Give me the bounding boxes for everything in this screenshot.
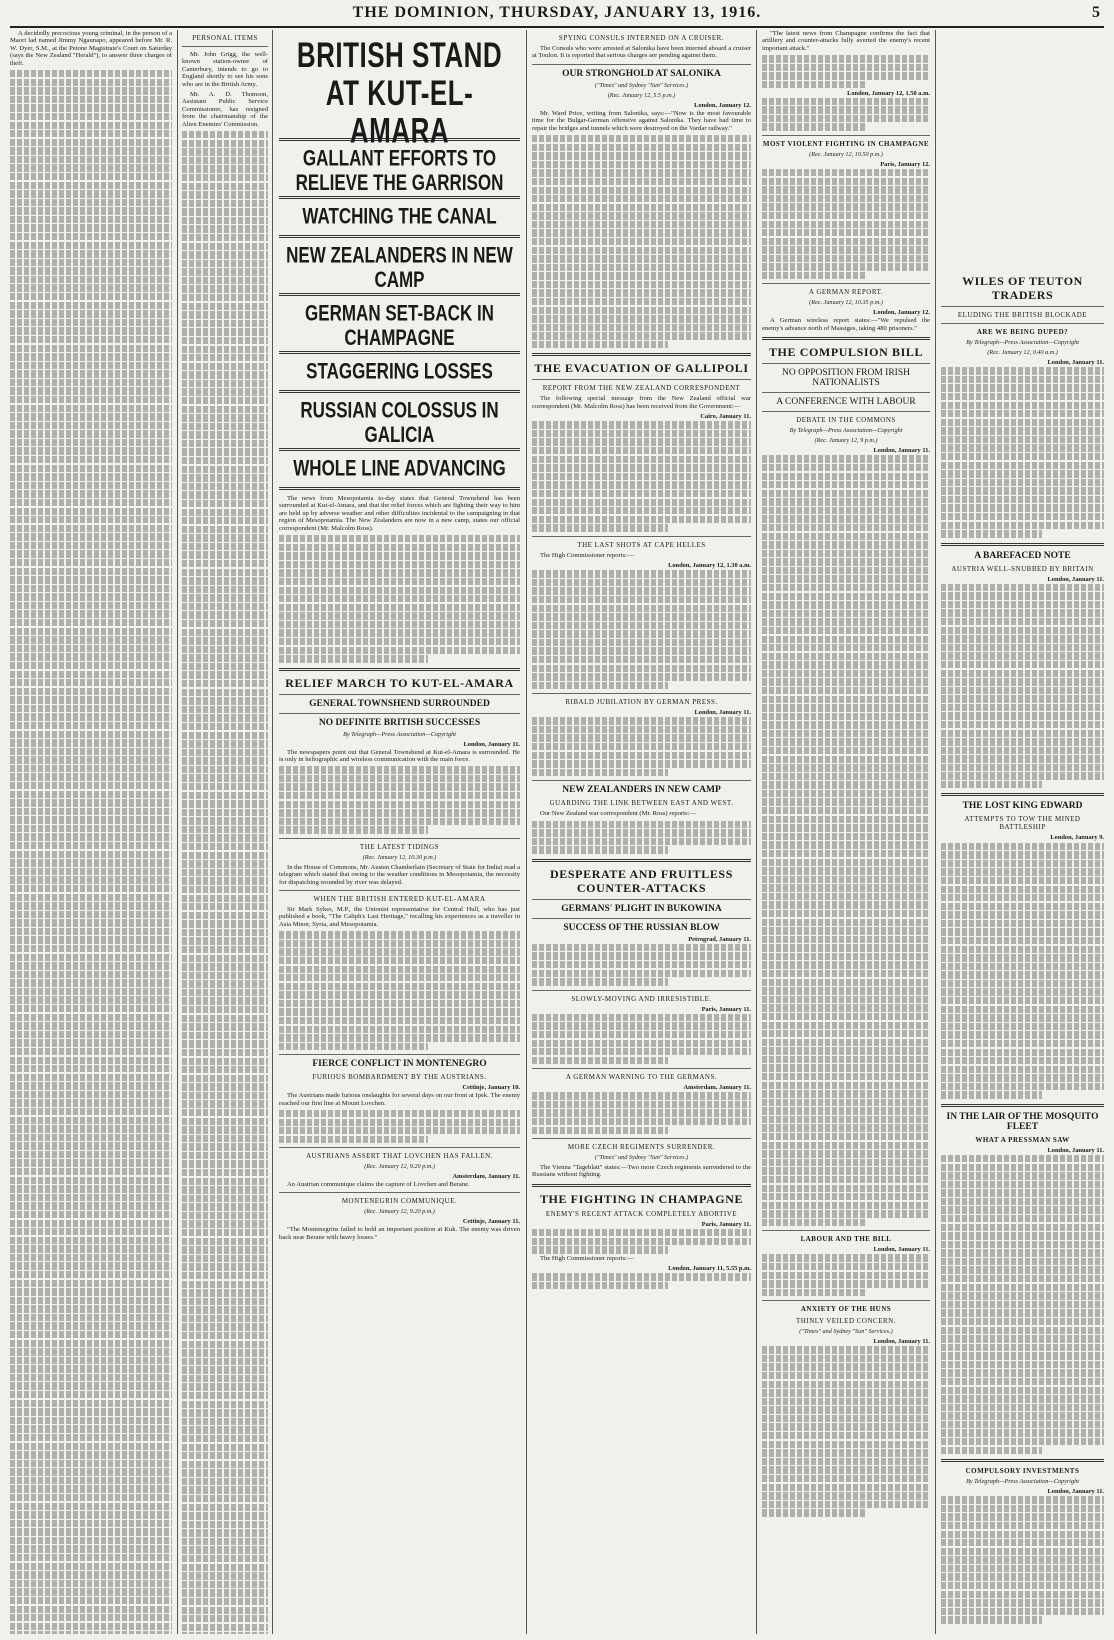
article-body <box>182 131 268 1634</box>
masthead <box>10 4 1104 28</box>
article-headline: OUR STRONGHOLD AT SALONIKA <box>562 68 721 79</box>
article-text: An Austrian communique claims the capture of Lovchen and Berane. <box>287 1181 470 1189</box>
received-line: (Rec. January 12, 9.20 p.m.) <box>364 1163 435 1171</box>
article-headline: WILES OF TEUTON TRADERS <box>962 274 1083 302</box>
article-body <box>762 455 930 1226</box>
article-body <box>10 70 172 1634</box>
article-subhead: ATTEMPTS TO TOW THE MINED BATTLESHIP <box>964 815 1081 832</box>
article-text: Mr. Ward Price, writing from Salonika, says:—"Now is the most favourable time for the Bulgar-German offensive against Salonika. They have had time to repair the bridges and tunnels which were destroyed on the Vardar railway." <box>532 109 751 132</box>
article-headline: MOST VIOLENT FIGHTING IN CHAMPAGNE <box>762 139 930 148</box>
article-body <box>279 535 520 662</box>
headline-deck: STAGGERING LOSSES <box>306 359 493 384</box>
article-body <box>941 1155 1104 1454</box>
article-body <box>279 1110 520 1143</box>
dateline: London, January 11. <box>1047 1146 1104 1154</box>
article-subhead: FURIOUS BOMBARDMENT BY THE AUSTRIANS. <box>312 1073 487 1082</box>
article-subhead: GERMANS' PLIGHT IN BUKOWINA <box>561 903 722 914</box>
received-line: (Rec. January 12, 10.30 p.m.) <box>362 853 437 861</box>
article-headline: A GERMAN REPORT. <box>808 288 884 297</box>
article-subhead: REPORT FROM THE NEW ZEALAND CORRESPONDENT <box>542 384 741 393</box>
dateline: London, January 11. <box>1047 359 1104 366</box>
article-text: Mr. John Grigg, the well-known station-owner of Canterbury, intends to go to England shortly to see his sons who are in the British Army. <box>182 51 268 88</box>
dateline: London, January 11. <box>694 709 751 717</box>
article-body <box>762 1254 930 1296</box>
article-body <box>279 766 520 833</box>
article-headline: THE LOST KING EDWARD <box>962 801 1083 812</box>
article-text: The High Commissioner reports:— <box>540 551 634 559</box>
article-lead: The news from Mesopotamia to-day states that General Townshend has been surrounded at Kut-el-Amara, and that the relief forces which are fighting their way to him are held up by adverse weather and other difficulties incidental to the campaigning in that region of Mesopotamia. The New Zealanders are now in a new camp, states our official correspondent (Mr. Malcolm Ross). <box>279 495 520 532</box>
article-body <box>941 584 1104 789</box>
article-headline: MONTENEGRIN COMMUNIQUE. <box>341 1197 458 1206</box>
article-body <box>532 1229 751 1254</box>
article-headline: THE LAST SHOTS AT CAPE HELLES <box>577 540 706 549</box>
dateline: London, January 11. <box>1047 575 1104 583</box>
headline-deck: GERMAN SET-BACK IN CHAMPAGNE <box>305 301 494 351</box>
article-headline: MORE CZECH REGIMENTS SURRENDER. <box>567 1142 716 1151</box>
article-text: Sir Mark Sykes, M.P., the Unionist representative for Central Hull, who has just published a book, "The Caliph's Last Heritage," recalling his experiences as a traveller in Asia Minor, Syria, and Mesopotamia. <box>279 905 520 928</box>
article-text: The newspapers point out that General Townshend at Kut-el-Amara is surrounded. He is only in heliographic and wireless communication with the main force. <box>279 748 520 763</box>
article-subhead: AUSTRIA WELL-SNUBBED BY BRITAIN <box>951 564 1094 573</box>
article-headline: THE EVACUATION OF GALLIPOLI <box>534 361 749 376</box>
column-2 <box>182 30 268 1634</box>
dateline: London, January 12. <box>694 101 751 109</box>
article-headline: RIBALD JUBILATION BY GERMAN PRESS. <box>565 698 718 707</box>
dateline: London, January 11. <box>873 447 930 455</box>
byline: By Telegraph—Press Association—Copyright <box>966 1478 1079 1486</box>
column-6 <box>941 30 1104 1634</box>
headline-deck: RUSSIAN COLOSSUS IN GALICIA <box>300 398 499 448</box>
dateline: London, January 11. <box>463 740 520 748</box>
article-headline: ANXIETY OF THE HUNS <box>800 1305 892 1314</box>
received-line: (Rec. January 12, 0.40 a.m.) <box>987 349 1058 356</box>
dateline: London, January 11. <box>873 1338 930 1346</box>
article-headline: AUSTRIANS ASSERT THAT LOVCHEN HAS FALLEN. <box>306 1152 493 1161</box>
column-rule <box>526 30 527 1634</box>
article-text: The Vienna "Tageblatt" states:—Two more Czech regiments surrendered to the Russians without fighting. <box>532 1163 751 1179</box>
article-body <box>762 169 930 279</box>
article-subhead: DEBATE IN THE COMMONS <box>796 416 896 425</box>
article-body <box>532 1092 751 1134</box>
article-text: Our New Zealand war correspondent (Mr. Ross) reports:— <box>540 810 697 818</box>
article-headline: IN THE LAIR OF THE MOSQUITO FLEET <box>946 1111 1099 1132</box>
dateline: London, January 11. <box>1047 1488 1104 1496</box>
headline-deck: WATCHING THE CANAL <box>302 204 497 229</box>
article-headline: THE LATEST TIDINGS <box>359 842 440 851</box>
dateline: Paris, January 11. <box>701 1220 751 1228</box>
article-body <box>762 55 930 88</box>
article-headline: WHEN THE BRITISH ENTERED KUT-EL-AMARA <box>313 894 486 903</box>
dateline: Cettinje, January 10. <box>462 1084 520 1092</box>
article-subhead: NO DEFINITE BRITISH SUCCESSES <box>318 717 481 728</box>
article-subhead: ENEMY'S RECENT ATTACK COMPLETELY ABORTIVE <box>545 1209 738 1218</box>
article-subhead: ARE WE BEING DUPED? <box>976 328 1069 336</box>
dateline: London, January 12, 1.50 a.m. <box>847 89 930 97</box>
article-subhead: A CONFERENCE WITH LABOUR <box>776 397 916 408</box>
byline: By Telegraph—Press Association—Copyright <box>343 730 456 738</box>
article-subhead: ELUDING THE BRITISH BLOCKADE <box>957 311 1088 319</box>
article-body <box>532 717 751 776</box>
service-line: ("Times" and Sydney "Sun" Services.) <box>799 1328 893 1336</box>
article-text: The High Commissioner reports:— <box>540 1254 634 1262</box>
article-body <box>532 1014 751 1064</box>
article-headline: SPYING CONSULS INTERNED ON A CRUISER. <box>558 34 725 42</box>
newspaper-title: THE DOMINION, THURSDAY, JANUARY 13, 1916. <box>352 4 762 21</box>
article-subhead: WHAT A PRESSMAN SAW <box>975 1135 1070 1144</box>
column-rule <box>177 30 178 1634</box>
column-1 <box>10 30 172 1634</box>
received-line: (Rec. January 12, 9 p.m.) <box>814 437 878 445</box>
article-headline: NEW ZEALANDERS IN NEW CAMP <box>562 785 721 796</box>
dateline: London, January 11. <box>873 1246 930 1254</box>
dateline: Paris, January 11. <box>701 1005 751 1013</box>
article-subhead: GENERAL TOWNSHEND SURROUNDED <box>309 698 490 709</box>
dateline: London, January 11, 5.55 p.m. <box>668 1265 751 1273</box>
received-line: (Rec. January 12, 5.5 p.m.) <box>607 91 676 99</box>
article-body <box>532 421 751 531</box>
article-headline: FIERCE CONFLICT IN MONTENEGRO <box>312 1059 487 1070</box>
headline-deck: GALLANT EFFORTS TO RELIEVE THE GARRISON <box>295 146 504 196</box>
article-subhead: THINLY VEILED CONCERN. <box>796 1317 896 1326</box>
article-text: A German wireless report states:—"We repulsed the enemy's advance north of Massiges, taking 480 prisoners." <box>762 317 930 332</box>
article-body <box>532 135 751 348</box>
column-3 <box>279 30 520 1634</box>
article-text: "The Montenegrins failed to hold an important position at Kuk. The enemy was driven back near Berane with heavy losses." <box>279 1226 520 1241</box>
article-text: In the House of Commons, Mr. Austen Chamberlain (Secretary of State for India) read a telegram which stated that owing to the weather conditions in Mesopotamia, the necessity for dispatching wounded by river was delayed. <box>279 863 520 886</box>
section-heading: PERSONAL ITEMS <box>192 34 258 42</box>
column-5 <box>762 30 930 1634</box>
service-line: ("Times" and Sydney "Sun" Services.) <box>594 81 689 89</box>
article-body <box>941 843 1104 1099</box>
column-4 <box>532 30 751 1634</box>
dateline: Amsterdam, January 11. <box>683 1084 751 1092</box>
column-rule <box>935 30 936 1634</box>
article-text: "The latest news from Champagne confirms the fact that artillery and counter-attacks fully averted the enemy's recent important attack." <box>762 30 930 52</box>
headline-deck: NEW ZEALANDERS IN NEW CAMP <box>286 243 513 293</box>
byline: By Telegraph—Press Association—Copyright <box>966 339 1079 346</box>
page-number: 5 <box>1092 4 1100 21</box>
article-body <box>279 931 520 1050</box>
article-text: The Consuls who were arrested at Salonika have been interned aboard a cruiser at Toulon. It is reported that serious charges are pending against them. <box>532 45 751 60</box>
article-body <box>532 821 751 854</box>
article-text: Mr. A. D. Thomson, Assistant Public Service Commissioner, has resigned from the chairmanship of the Alien Enemies' Commission. <box>182 91 268 128</box>
article-body <box>762 98 930 131</box>
article-headline: A GERMAN WARNING TO THE GERMANS. <box>565 1073 718 1082</box>
article-subhead: GUARDING THE LINK BETWEEN EAST AND WEST. <box>549 799 734 808</box>
article-headline: SLOWLY-MOVING AND IRRESISTIBLE. <box>571 994 712 1003</box>
article-text: The following special message from the New Zealand official war correspondent (Mr. Malcolm Ross) has been received from the Government:— <box>532 395 751 410</box>
article-text: A decidedly precocious young criminal, in the person of a Maori lad named Jimmy Ngaunapo, appeared before Mr. R. W. Dyer, S.M., at the Petone Magistrate's Court on Saturday (says the New Zealand "Herald"), to answer three charges of theft. <box>10 30 172 67</box>
headline-deck: WHOLE LINE ADVANCING <box>293 456 506 481</box>
article-body <box>532 944 751 986</box>
article-body <box>941 1496 1104 1623</box>
article-headline: RELIEF MARCH TO KUT-EL-AMARA <box>285 675 514 690</box>
article-headline: DESPERATE AND FRUITLESS COUNTER-ATTACKS <box>550 866 733 895</box>
dateline: Cairo, January 11. <box>700 413 751 421</box>
article-headline: THE COMPULSION BILL <box>768 345 924 360</box>
article-subhead: NO OPPOSITION FROM IRISH NATIONALISTS <box>781 368 910 389</box>
article-headline: LABOUR AND THE BILL <box>800 1235 892 1244</box>
dateline: Petrograd, January 11. <box>688 935 751 943</box>
article-body <box>532 1273 751 1289</box>
article-body <box>941 367 1104 537</box>
column-rule <box>272 30 273 1634</box>
dateline: London, January 9. <box>1050 834 1104 842</box>
article-body <box>762 1346 930 1516</box>
received-line: (Rec. January 12, 9.20 p.m.) <box>364 1208 435 1216</box>
column-rule <box>756 30 757 1634</box>
article-text: The Austrians made furious onslaughts for several days on our front at Ipek. The enemy reached our first line at Mount Lovchen. <box>279 1092 520 1107</box>
service-line: ("Times" and Sydney "Sun" Services.) <box>594 1153 689 1161</box>
dateline: London, January 12, 1.30 a.m. <box>668 562 751 570</box>
article-subhead: SUCCESS OF THE RUSSIAN BLOW <box>563 922 720 933</box>
dateline: London, January 12. <box>873 309 930 317</box>
dateline: Paris, January 12. <box>880 160 930 168</box>
article-body <box>532 570 751 689</box>
article-headline: A BAREFACED NOTE <box>974 550 1071 561</box>
dateline: Amsterdam, January 11. <box>452 1173 520 1181</box>
article-headline: COMPULSORY INVESTMENTS <box>965 1467 1080 1476</box>
byline: By Telegraph—Press Association—Copyright <box>789 427 903 435</box>
dateline: Cettinje, January 11. <box>462 1218 520 1226</box>
article-headline: THE FIGHTING IN CHAMPAGNE <box>539 1191 744 1206</box>
received-line: (Rec. January 12, 10.35 p.m.) <box>809 299 883 307</box>
received-line: (Rec. January 12, 10.50 p.m.) <box>809 150 883 158</box>
headline-main: BRITISH STAND AT KUT-EL-AMARA <box>296 34 503 151</box>
